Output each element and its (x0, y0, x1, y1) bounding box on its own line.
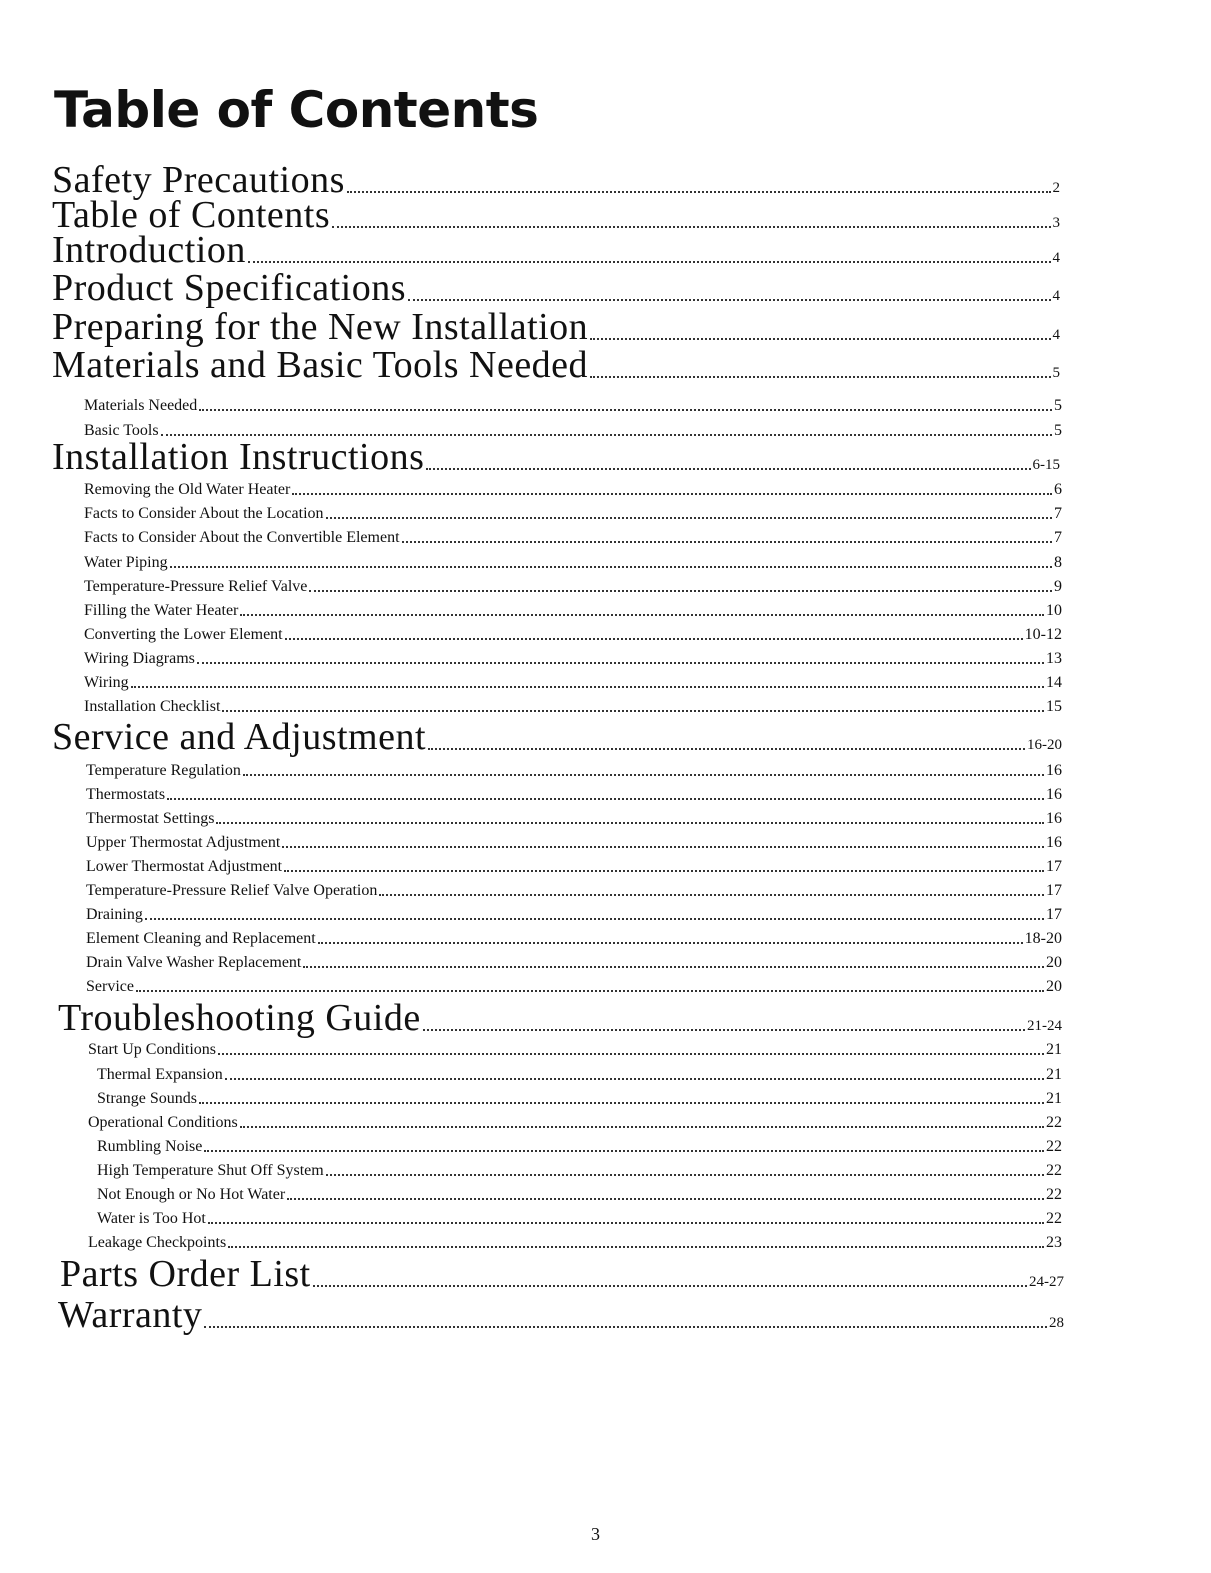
toc-entry-removing-the-old-water-heater (84, 481, 1062, 499)
toc-label: Start Up Conditions (88, 1041, 217, 1058)
toc-entry-water-is-too-hot (97, 1210, 1062, 1228)
toc-section-materials-and-basic-tools-needed (52, 343, 1060, 387)
toc-page-number: 4 (1052, 288, 1060, 304)
toc-page-number: 24-27 (1029, 1274, 1064, 1290)
toc-page-number: 3 (1052, 215, 1060, 231)
dot-leader (292, 492, 1052, 495)
toc-page-number: 21 (1046, 1090, 1062, 1107)
dot-leader (379, 893, 1044, 896)
dot-leader (243, 773, 1044, 776)
toc-page-number: 16 (1046, 762, 1062, 779)
toc-label: Removing the Old Water Heater (84, 481, 291, 498)
dot-leader (225, 1077, 1044, 1080)
dot-leader (240, 613, 1044, 616)
toc-page-number: 17 (1046, 882, 1062, 899)
dot-leader (199, 1101, 1044, 1104)
toc-label: High Temperature Shut Off System (97, 1162, 324, 1179)
dot-leader (282, 845, 1044, 848)
toc-page-number: 9 (1054, 578, 1062, 595)
toc-page-number: 22 (1046, 1138, 1062, 1155)
dot-leader (145, 917, 1044, 920)
dot-leader (228, 1245, 1044, 1248)
toc-entry-service (86, 978, 1062, 996)
toc-page-number: 21 (1046, 1041, 1062, 1058)
toc-label: Temperature-Pressure Relief Valve Operation (86, 882, 378, 899)
toc-entry-installation-checklist (84, 698, 1062, 716)
toc-label: Operational Conditions (88, 1114, 238, 1131)
toc-label: Thermal Expansion (97, 1066, 223, 1083)
toc-page-number: 20 (1046, 954, 1062, 971)
toc-label: Upper Thermostat Adjustment (86, 834, 281, 851)
dot-leader (426, 467, 1030, 470)
toc-label: Not Enough or No Hot Water (97, 1186, 286, 1203)
toc-label: Table of Contents (52, 194, 331, 236)
toc-entry-leakage-checkpoints (88, 1234, 1062, 1252)
toc-label: Temperature-Pressure Relief Valve (84, 578, 308, 595)
toc-page-number: 6 (1054, 481, 1062, 498)
toc-entry-start-up-conditions (88, 1041, 1062, 1059)
toc-page-number: 17 (1046, 858, 1062, 875)
toc-entry-temperature-pressure-relief-valve (84, 578, 1062, 596)
dot-leader (197, 661, 1044, 664)
dot-leader (402, 540, 1052, 543)
toc-entry-materials-needed (84, 397, 1062, 415)
dot-leader (428, 747, 1025, 750)
dot-leader (287, 1197, 1044, 1200)
dot-leader (136, 989, 1044, 992)
toc-label: Facts to Consider About the Location (84, 505, 324, 522)
toc-label: Lower Thermostat Adjustment (86, 858, 283, 875)
toc-label: Parts Order List (60, 1253, 311, 1295)
dot-leader (170, 565, 1052, 568)
toc-entry-facts-to-consider-about-the-convertible-element (84, 529, 1062, 547)
toc-label: Installation Checklist (84, 698, 221, 715)
toc-label: Wiring (84, 674, 129, 691)
toc-page-number: 4 (1052, 250, 1060, 266)
toc-label: Draining (86, 906, 143, 923)
toc-label: Water is Too Hot (97, 1210, 206, 1227)
toc-page-number: 23 (1046, 1234, 1062, 1251)
toc-page-number: 16-20 (1027, 737, 1062, 753)
toc-page-number: 21 (1046, 1066, 1062, 1083)
toc-page-number: 5 (1054, 397, 1062, 414)
toc-entry-water-piping (84, 554, 1062, 572)
toc-label: Drain Valve Washer Replacement (86, 954, 302, 971)
dot-leader (303, 965, 1044, 968)
toc-page-number: 16 (1046, 786, 1062, 803)
toc-entry-high-temperature-shut-off-system (97, 1162, 1062, 1180)
toc-entry-not-enough-or-no-hot-water (97, 1186, 1062, 1204)
toc-entry-temperature-regulation (86, 762, 1062, 780)
toc-entry-converting-the-lower-element (84, 626, 1062, 644)
toc-entry-draining (86, 906, 1062, 924)
toc-page-number: 15 (1046, 698, 1062, 715)
dot-leader (285, 637, 1023, 640)
toc-label: Converting the Lower Element (84, 626, 283, 643)
toc-page-number: 17 (1046, 906, 1062, 923)
toc-page-number: 16 (1046, 834, 1062, 851)
toc-page-number: 5 (1052, 365, 1060, 381)
toc-page-number: 7 (1054, 505, 1062, 522)
toc-entry-upper-thermostat-adjustment (86, 834, 1062, 852)
dot-leader (309, 589, 1052, 592)
toc-entry-lower-thermostat-adjustment (86, 858, 1062, 876)
toc-label: Thermostat Settings (86, 810, 215, 827)
toc-label: Service and Adjustment (52, 716, 427, 758)
toc-page-number: 22 (1046, 1186, 1062, 1203)
toc-label: Warranty (58, 1294, 203, 1336)
dot-leader (218, 1052, 1044, 1055)
toc-label: Wiring Diagrams (84, 650, 195, 667)
toc-label: Strange Sounds (97, 1090, 197, 1107)
dot-leader (590, 375, 1050, 378)
toc-page-number: 7 (1054, 529, 1062, 546)
toc-label: Introduction (52, 229, 246, 271)
toc-label: Installation Instructions (52, 436, 425, 478)
toc-page-number: 22 (1046, 1114, 1062, 1131)
toc-page-number: 16 (1046, 810, 1062, 827)
dot-leader (216, 821, 1044, 824)
toc-label: Product Specifications (52, 267, 406, 309)
toc-page-number: 22 (1046, 1210, 1062, 1227)
toc-label: Materials Needed (84, 397, 198, 414)
dot-leader (326, 516, 1052, 519)
toc-entry-operational-conditions (88, 1114, 1062, 1132)
dot-leader (590, 337, 1050, 340)
toc-entry-drain-valve-washer-replacement (86, 954, 1062, 972)
toc-page-number: 22 (1046, 1162, 1062, 1179)
toc-label: Element Cleaning and Replacement (86, 930, 316, 947)
toc-label: Water Piping (84, 554, 168, 571)
page-number: 3 (591, 1524, 600, 1544)
dot-leader (167, 797, 1044, 800)
toc-entry-thermostat-settings (86, 810, 1062, 828)
toc-label: Materials and Basic Tools Needed (52, 344, 589, 386)
dot-leader (204, 1149, 1044, 1152)
toc-label: Preparing for the New Installation (52, 306, 589, 348)
toc-label: Safety Precautions (52, 159, 345, 201)
toc-label: Service (86, 978, 134, 995)
toc-entry-filling-the-water-heater (84, 602, 1062, 620)
toc-label: Basic Tools (84, 422, 159, 439)
toc-entry-strange-sounds (97, 1090, 1062, 1108)
toc-entry-temperature-pressure-relief-valve-operation (86, 882, 1062, 900)
toc-entry-wiring-diagrams (84, 650, 1062, 668)
toc-entry-thermostats (86, 786, 1062, 804)
toc-entry-rumbling-noise (97, 1138, 1062, 1156)
dot-leader (408, 298, 1051, 301)
dot-leader (222, 709, 1044, 712)
dot-leader (131, 685, 1044, 688)
toc-label: Thermostats (86, 786, 166, 803)
dot-leader (199, 408, 1052, 411)
toc-entry-element-cleaning-and-replacement (86, 930, 1062, 948)
toc-section-troubleshooting-guide (58, 996, 1062, 1040)
dot-leader (284, 869, 1044, 872)
toc-section-installation-instructions (52, 435, 1060, 479)
toc-page-number: 14 (1046, 674, 1062, 691)
toc-page-number: 20 (1046, 978, 1062, 995)
toc-label: Filling the Water Heater (84, 602, 239, 619)
page-title: Table of Contents (54, 81, 539, 139)
toc-label: Leakage Checkpoints (88, 1234, 227, 1251)
toc-page-number: 8 (1054, 554, 1062, 571)
toc-page-number: 18-20 (1024, 930, 1062, 947)
toc-page-number: 6-15 (1032, 457, 1060, 473)
toc-page-number: 10-12 (1024, 626, 1062, 643)
toc-entry-thermal-expansion (97, 1066, 1062, 1084)
toc-label: Rumbling Noise (97, 1138, 203, 1155)
toc-entry-wiring (84, 674, 1062, 692)
toc-section-product-specifications (52, 266, 1060, 310)
toc-page-number: 2 (1052, 180, 1060, 196)
toc-page-number: 5 (1054, 422, 1062, 439)
dot-leader (423, 1028, 1025, 1031)
toc-page-number: 21-24 (1027, 1018, 1062, 1034)
toc-label: Facts to Consider About the Convertible Element (84, 529, 400, 546)
toc-label: Troubleshooting Guide (58, 997, 421, 1039)
dot-leader (204, 1325, 1047, 1328)
toc-section-warranty (58, 1293, 1064, 1337)
toc-page-number: 13 (1046, 650, 1062, 667)
toc-page-number: 28 (1049, 1315, 1064, 1331)
toc-page-number: 4 (1052, 327, 1060, 343)
toc-page-number: 10 (1046, 602, 1062, 619)
toc-entry-facts-to-consider-about-the-location (84, 505, 1062, 523)
dot-leader (326, 1173, 1044, 1176)
toc-label: Temperature Regulation (86, 762, 241, 779)
toc-section-service-and-adjustment (52, 715, 1062, 759)
dot-leader (318, 941, 1023, 944)
dot-leader (208, 1221, 1044, 1224)
dot-leader (313, 1284, 1027, 1287)
dot-leader (240, 1125, 1044, 1128)
dot-leader (248, 260, 1051, 263)
toc-section-parts-order-list (60, 1252, 1064, 1296)
